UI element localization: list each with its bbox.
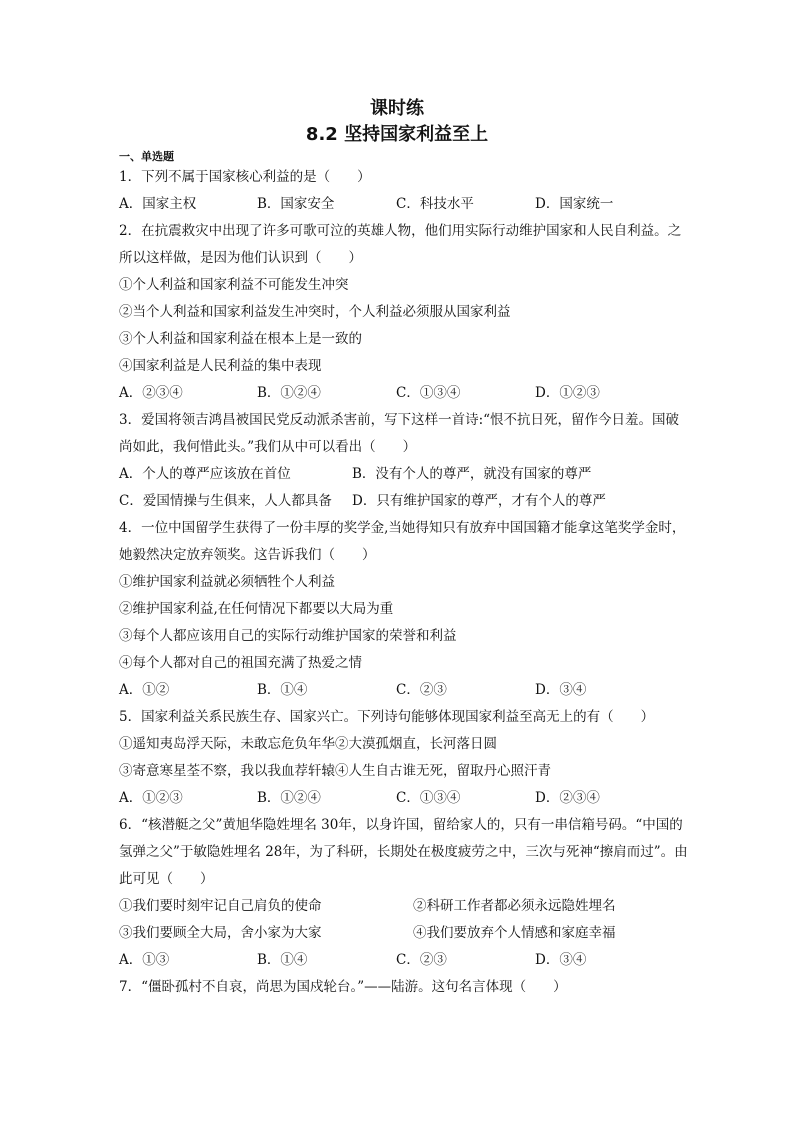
question-3-options-row-1 — [119, 461, 689, 488]
option-d: D．②③④ — [535, 790, 600, 806]
question-6-statements-row-1 — [119, 893, 689, 920]
option-a: A．①③ — [119, 952, 170, 968]
statement: ①维护国家利益就必须牺牲个人利益 — [119, 574, 335, 590]
option-a: A．①②③ — [119, 790, 183, 806]
statement: ④每个人都对自己的祖国充满了热爱之情 — [119, 655, 362, 671]
question-1-stem: 1．下列不属于国家核心利益的是（ ） — [119, 169, 371, 185]
question-2-options — [119, 380, 689, 407]
statement: ④我们要放弃个人情感和家庭幸福 — [413, 925, 616, 941]
question-6-statements-row-2 — [119, 920, 689, 947]
statement: ③每个人都应该用自己的实际行动维护国家的荣誉和利益 — [119, 628, 457, 644]
question-2-stem: 2．在抗震救灾中出现了许多可歌可泣的英雄人物，他们用实际行动维护国家和人民自利益。之所以这样做，是因为他们认识到（ ） — [119, 223, 682, 266]
statement: ①我们要时刻牢记自己肩负的使命 — [119, 898, 322, 914]
option-c: C．①③④ — [396, 385, 461, 401]
question-6-stem: 6．“核潜艇之父”黄旭华隐姓埋名 30年，以身许国，留给家人的，只有一串信箱号码。“中国的氢弹之父”于敏隐姓埋名 28年，为了科研，长期处在极度疲劳之中，三次与死神“擦肩而过”。由此可见（ ） — [119, 817, 688, 887]
statement: ③我们要顾全大局，舍小家为大家 — [119, 925, 322, 941]
option-c: C．科技水平 — [396, 196, 474, 212]
option-d: D．国家统一 — [535, 196, 614, 212]
question-4-options — [119, 677, 689, 704]
option-a: A．国家主权 — [119, 196, 197, 212]
option-a: A．个人的尊严应该放在首位 — [119, 466, 291, 482]
page-title: 课时练 — [370, 98, 424, 119]
question-4-stem: 4．一位中国留学生获得了一份丰厚的奖学金,当她得知只有放弃中国国籍才能拿这笔奖学金时，她毅然决定放弃领奖。这告诉我们（ ） — [119, 520, 686, 563]
statement: ③寄意寒星荃不察，我以我血荐轩辕④人生自古谁无死，留取丹心照汗青 — [119, 763, 551, 779]
question-7-stem: 7．“僵卧孤村不自哀，尚思为国戍轮台。”——陆游。这句名言体现（ ） — [119, 979, 567, 995]
question-1-options — [119, 191, 689, 218]
question-list — [119, 150, 689, 1001]
section-heading: 一、单选题 — [119, 150, 174, 163]
option-d: D．①②③ — [535, 385, 600, 401]
option-a: A．②③④ — [119, 385, 183, 401]
question-5-stem: 5．国家利益关系民族生存、国家兴亡。下列诗句能够体现国家利益至高无上的有（ ） — [119, 709, 655, 725]
lesson-title: 8.2 坚持国家利益至上 — [305, 124, 489, 145]
option-b: B．①②④ — [257, 385, 321, 401]
question-5-options — [119, 785, 689, 812]
statement: ②科研工作者都必须永远隐姓埋名 — [413, 898, 616, 914]
statement: ①个人利益和国家利益不可能发生冲突 — [119, 277, 349, 293]
option-b: B．没有个人的尊严，就没有国家的尊严 — [352, 466, 592, 482]
question-6-options — [119, 947, 689, 974]
option-d: D．只有维护国家的尊严，才有个人的尊严 — [352, 493, 606, 509]
statement: ③个人利益和国家利益在根本上是一致的 — [119, 331, 362, 347]
option-a: A．①② — [119, 682, 170, 698]
option-c: C．②③ — [396, 682, 447, 698]
statement: ②当个人利益和国家利益发生冲突时，个人利益必须服从国家利益 — [119, 304, 511, 320]
option-b: B．①④ — [257, 682, 308, 698]
option-d: D．③④ — [535, 952, 587, 968]
option-c: C．②③ — [396, 952, 447, 968]
statement: ①遥知夷岛浮天际，未敢忘危负年华②大漠孤烟直，长河落日圆 — [119, 736, 497, 752]
option-c: C．①③④ — [396, 790, 461, 806]
option-b: B．①④ — [257, 952, 308, 968]
option-b: B．①②④ — [257, 790, 321, 806]
question-3-stem: 3．爱国将领吉鸿昌被国民党反动派杀害前，写下这样一首诗:“恨不抗日死，留作今日羞。国破尚如此，我何惜此头。”我们从中可以看出（ ） — [119, 412, 680, 455]
question-3-options-row-2 — [119, 488, 689, 515]
option-d: D．③④ — [535, 682, 587, 698]
statement: ④国家利益是人民利益的集中表现 — [119, 358, 322, 374]
option-c: C．爱国情操与生俱来，人人都具备 — [119, 493, 332, 509]
statement: ②维护国家利益,在任何情况下都要以大局为重 — [119, 601, 394, 617]
option-b: B．国家安全 — [257, 196, 335, 212]
